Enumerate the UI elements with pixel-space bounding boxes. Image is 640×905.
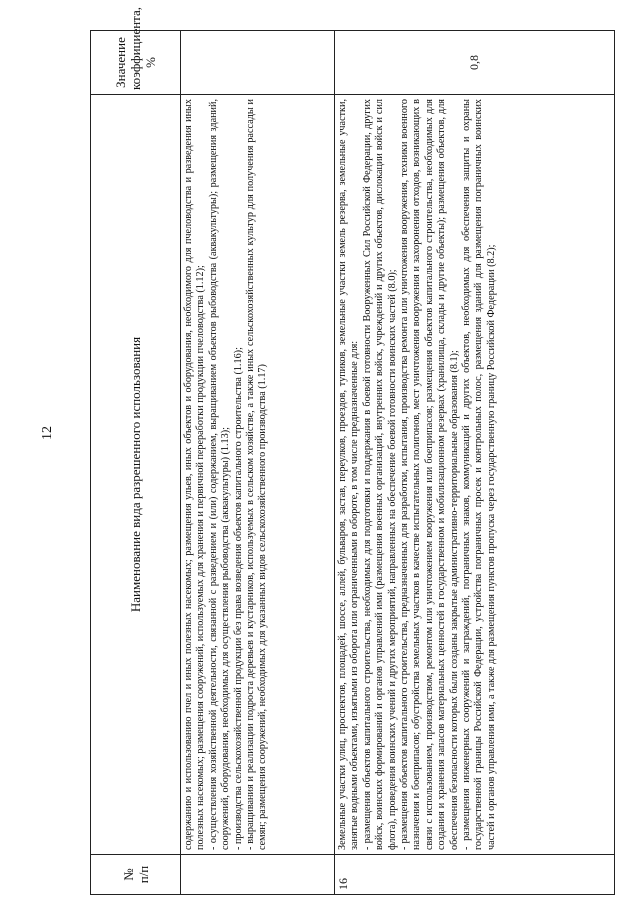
rotated-table-container	[90, 6, 615, 895]
land-use-table	[90, 6, 615, 895]
row-coefficient: 0,8	[335, 31, 615, 95]
row-paragraph: - размещения объектов капитального строительства, предназначенных для разработки, испытания, производства ремонта или уничтожения вооружения, техники военного назначения и боеприпасов; обустройства земельных участков в качестве испытательных полигонов, мест уничтожения вооружения и захоронения отходов, возникающих в связи с использованием, производством, ремонтом или уничтожением вооружения или боеприпасов; размещения объектов капитального строительства, необходимых для создания и хранения запасов материальных ценностей в государственном и мобилизационном резервах (хранилища, склады и другие объекты); размещения объектов, для обеспечения безопасности которых были созданы закрытые административно-территориальные образования (8.1);	[399, 99, 460, 850]
header-number: № п/п	[91, 855, 181, 895]
table-header-row	[91, 31, 181, 895]
row-paragraph: - производства сельскохозяйственной продукции без права возведения объектов капитального строительства (1.16);	[232, 347, 244, 850]
table-row	[335, 31, 615, 895]
row-paragraph: - осуществления хозяйственной деятельности, связанной с разведением и (или) содержанием, выращиванием объектов рыбоводства (аквакультуры); размещения зданий, сооружений, оборудования, необходимых для осуществления рыбоводства (аквакультуры) (1.13);	[207, 99, 232, 850]
page-number: 12	[40, 426, 55, 440]
row-description	[335, 95, 615, 855]
row-paragraph: содержанию и использованию пчел и иных полезных насекомых; размещения ульев, иных объектов и оборудования, необходимого для пчеловодства и разведения иных полезных насекомых; размещения сооружений, используемых для хранения и первичной переработки продукции пчеловодства (1.12);	[183, 99, 207, 850]
header-use-type: Наименование вида разрешенного использования	[91, 95, 181, 855]
row-paragraph: - размещения объектов капитального строительства, необходимых для подготовки и поддержания в боевой готовности Вооруженных Сил Российской Федерации, других войск, воинских формирований и органов управлений ими (размещения военных организаций, внутренних войск, учреждений и других объектов, дислокации войск и сил флота), проведения воинских учений и других мероприятий, направленных на обеспечение боевой готовности воинских частей (8.0);	[361, 99, 398, 850]
row-paragraph: - выращивания и реализации подроста деревьев и кустарников, используемых в сельском хозяйстве, а также иных сельскохозяйственных культур для получения рассады и семян; размещения сооружений, необходимых для указанных видов сельскохозяйственного производства (1.17)	[245, 99, 269, 850]
table-row	[181, 31, 335, 895]
row-paragraph: Земельные участки улиц, проспектов, площадей, шоссе, аллей, бульваров, застав, переулков, проездов, тупиков, земельные участки земель резерва, земельные участки, занятые водными объектами, изъятыми из оборота или ограниченными в обороте, в том числе предназначенные для:	[337, 99, 361, 850]
row-coefficient	[181, 31, 335, 95]
header-coefficient: Значение коэффициента, %	[91, 31, 181, 95]
row-paragraph: - размещения инженерных сооружений и заграждений, пограничных знаков, коммуникаций и других объектов, необходимых для обеспечения защиты и охраны государственной границы Российской Федерации, устройства пограничных просек и контрольных полос, размещения зданий для размещения пограничных воинских частей и органов управления ими, а также для размещения пунктов пропуска через государственную границу Российской Федерации (8.2);	[461, 99, 497, 850]
row-number	[181, 855, 335, 895]
row-description	[181, 95, 335, 855]
row-number: 16	[335, 855, 615, 895]
